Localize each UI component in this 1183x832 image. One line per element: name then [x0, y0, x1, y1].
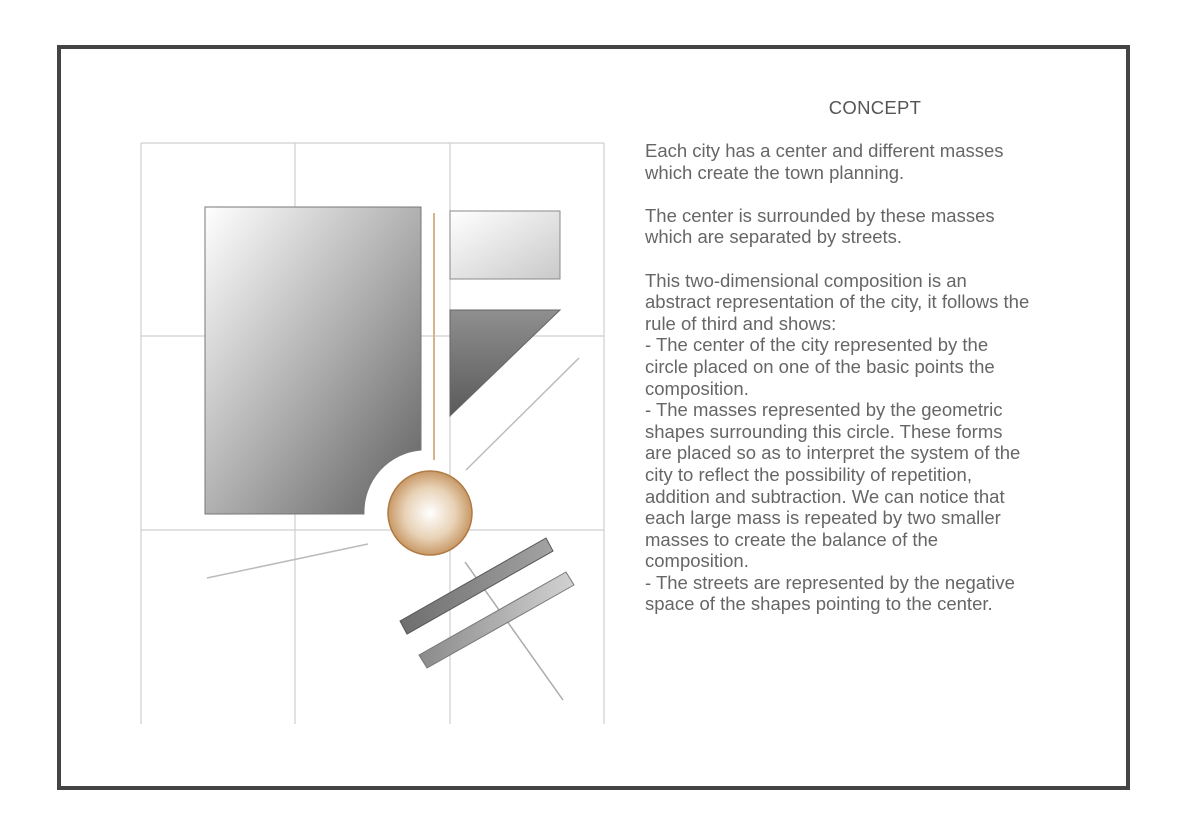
large-mass-block — [205, 207, 421, 514]
city-center-circle — [388, 471, 472, 555]
paragraph-composition-explanation: This two-dimensional composition is an abstract representation of the city, it follows the rule of third and shows: - The center of the city represented by the circle placed on one of the basic points the composition. - The masses represented by the geometric shapes surrounding this circle. These forms are placed so as to interpret the system of the city to reflect the possibility of repetition, addition and subtraction. We can notice that each large mass is repeated by two smaller masses to create the balance of the composition. - The streets are represented by the negative space of the shapes pointing to the center. — [645, 269, 1030, 615]
paragraph-masses-streets: The center is surrounded by these masses which are separated by streets. — [645, 204, 995, 248]
street-line-diagonal-left — [207, 544, 368, 578]
concept-description — [645, 140, 1115, 615]
small-mass-rectangle — [450, 211, 560, 279]
concept-title: CONCEPT — [828, 97, 922, 118]
diagonal-bar-lower — [419, 572, 574, 668]
paragraph-city-center: Each city has a center and different masses which create the town planning. — [645, 140, 1004, 183]
triangle-mass — [450, 310, 560, 416]
